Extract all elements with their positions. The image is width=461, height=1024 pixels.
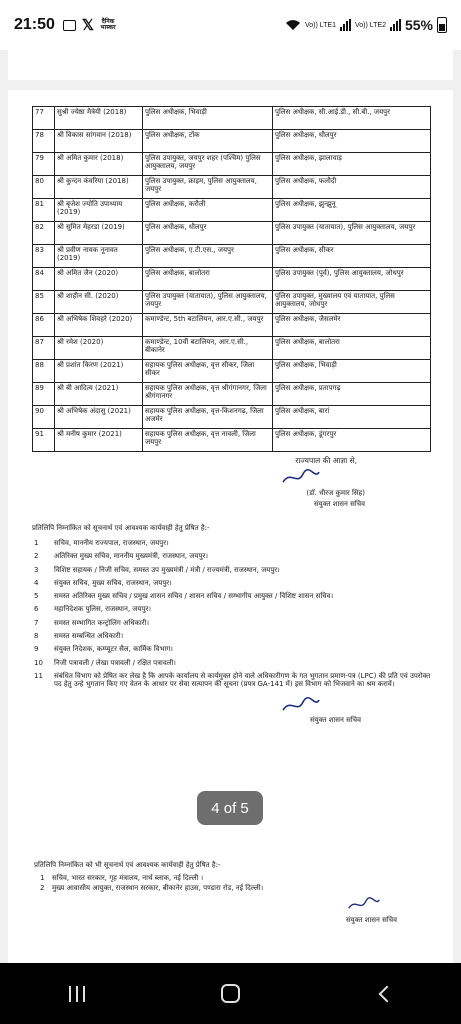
table-row [33, 222, 431, 245]
from-post-cell: सहायक पुलिस अधीक्षक, वृत्त श्रीगंगानगर, जिला श्रीगंगानगर [143, 383, 273, 406]
list-item-number: 11 [34, 671, 43, 680]
serial-cell: 87 [33, 337, 55, 360]
from-post-cell: पुलिस अधीक्षक, भिवाड़ी [143, 107, 273, 130]
to-post-cell: पुलिस अधीक्षक, सीकर [273, 245, 431, 268]
officer-name-cell: श्री बी आदित्य (2021) [55, 383, 143, 406]
page-indicator: 4 of 5 [197, 791, 263, 825]
list-item-number: 2 [34, 552, 39, 561]
gallery-icon [63, 20, 76, 31]
officer-name-cell: श्री अमित जैन (2020) [55, 268, 143, 291]
serial-cell: 86 [33, 314, 55, 337]
officer-name-cell: श्री सुमित मेहरडा (2019) [55, 222, 143, 245]
from-post-cell: पुलिस अधीक्षक, धौलपुर [143, 222, 273, 245]
from-post-cell: पुलिस अधीक्षक, ए.टी.एस., जयपुर [143, 245, 273, 268]
to-post-cell: पुलिस अधीक्षक, झुन्झुनू [273, 199, 431, 222]
to-post-cell: पुलिस अधीक्षक, बालोतरा [273, 337, 431, 360]
officer-name-cell: श्री रमेश (2020) [55, 337, 143, 360]
table-row [33, 383, 431, 406]
table-row [33, 153, 431, 176]
pdf-viewer[interactable] [0, 50, 461, 963]
list-item [32, 659, 431, 667]
table-row [33, 406, 431, 429]
previous-page[interactable] [8, 50, 453, 80]
list-item [34, 874, 431, 882]
list-item-number: 3 [34, 565, 39, 574]
officer-name-cell: श्री प्रशांत किरण (2021) [55, 360, 143, 383]
signal-2-icon [390, 19, 401, 31]
transfer-table [32, 106, 431, 452]
x-app-icon: 𝕏 [81, 17, 95, 34]
list-item-text: अतिरिक्त मुख्य सचिव, माननीय मुख्यमंत्री, राजस्थान, जयपुर। [54, 552, 209, 561]
list-item-text: संयुक्त सचिव, मुख्य सचिव, राजस्थान, जयपुर। [54, 578, 172, 587]
back-icon [379, 985, 396, 1002]
from-post-cell: कमाण्डेन्ट, 5th बटालियन, आर.ए.सी., जयपुर [143, 314, 273, 337]
list-item-text: विशिष्ट सहायक / निजी सचिव, समस्त उप मुख्यमंत्री / मंत्री / राज्यमंत्री, राजस्थान, जयपुर। [54, 565, 280, 574]
to-post-cell: पुलिस अधीक्षक, फलौदी [273, 176, 431, 199]
notification-icons [63, 16, 116, 34]
to-post-cell: पुलिस अधीक्षक, बारां [273, 406, 431, 429]
from-post-cell: कमाण्डेन्ट, 10वीं बटालियन, आर.ए.सी., बीकानेर [143, 337, 273, 360]
serial-cell: 88 [33, 360, 55, 383]
table-row [33, 130, 431, 153]
from-post-cell: पुलिस अधीक्षक, बालोतरा [143, 268, 273, 291]
table-row [33, 176, 431, 199]
signer-title-2: संयुक्त शासन सचिव [309, 715, 361, 724]
to-post-cell: पुलिस उपायुक्त (यातायात), पुलिस आयुक्तालय, जयपुर [273, 222, 431, 245]
table-row [33, 245, 431, 268]
serial-cell: 77 [33, 107, 55, 130]
next-page[interactable] [8, 847, 453, 963]
list-item-text: निजी पत्रावली / लेखा पत्रावली / रक्षित पत्रावली। [54, 658, 176, 667]
from-post-cell: सहायक पुलिस अधीक्षक, वृत्त नावली, जिला जयपुर [143, 429, 273, 452]
list-item [32, 539, 431, 547]
officer-name-cell: श्री कुन्दन कंवरिया (2018) [55, 176, 143, 199]
list-item-text: मुख्य आवासीय आयुक्त, राजस्थान सरकार, बीकानेर हाउस, पण्डारा रोड, नई दिल्ली। [52, 884, 264, 892]
battery-percent: 55% [404, 17, 433, 33]
list-item [32, 566, 431, 574]
to-post-cell: पुलिस उपायुक्त, मुख्यालय एवं यातायात, पुलिस आयुक्तालय, जोधपुर [273, 291, 431, 314]
serial-cell: 79 [33, 153, 55, 176]
table-row [33, 360, 431, 383]
list-item-number: 4 [34, 578, 39, 587]
to-post-cell: पुलिस अधीक्षक, प्रतापगढ़ [273, 383, 431, 406]
recent-apps-icon [69, 986, 85, 1002]
list-item-text: समस्त अतिरिक्त मुख्य सचिव / प्रमुख शासन सचिव / शासन सचिव / सम्भागीय आयुक्त / विशिष्ट शासन सचिव। [54, 592, 334, 601]
list-item [32, 579, 431, 587]
serial-cell: 91 [33, 429, 55, 452]
list-item-text: समस्त सम्भागित कन्ट्रोलिंग अधिकारी। [54, 618, 150, 627]
officer-name-cell: श्री बृजेश ज्योति उपाध्याय (2019) [55, 199, 143, 222]
list-item [32, 592, 431, 600]
from-post-cell: सहायक पुलिस अधीक्षक, वृत्त सीकर, जिला सीकर [143, 360, 273, 383]
list-item-text: संबंधित विभाग को प्रेषित कर लेख है कि आपके कार्यालय से कार्यमुक्त होने वाले अधिकारीगण के गत भुगतान प्रमाण-पत्र (LPC) की प्रति एवं उपरोक्त पद हेतु उन्हे भुगतान किए गए वेतन के आधार पर सेवा सत्यापन की सूचना (प्रपत्र GA-141 में) इस विभाग को भिजवाने का श्रम करावें। [54, 671, 431, 688]
officer-name-cell: सुश्री ज्येष्ठा मैत्रेयी (2018) [55, 107, 143, 130]
list-item-text: सचिव, माननीय राज्यपाल, राजस्थान, जयपुर। [54, 539, 169, 547]
sim2-label: Vo)) LTE2 [354, 21, 386, 29]
status-time: 21:50 [14, 16, 55, 33]
list-item-number: 1 [34, 539, 39, 547]
from-post-cell: सहायक पुलिस अधीक्षक, वृत्त-किशनगढ़, जिला अजमेर [143, 406, 273, 429]
table-row [33, 107, 431, 130]
signature-image [32, 468, 431, 488]
list-item [32, 672, 431, 688]
signer-name: (डॉ. धीरज कुमार सिंह) [306, 489, 365, 497]
list-item-number: 5 [34, 592, 39, 601]
from-post-cell: पुलिस उपायुक्त, क्राइम, पुलिस आयुक्तालय, जयपुर [143, 176, 273, 199]
distribution-list [32, 539, 431, 688]
signature-image-3 [34, 896, 431, 916]
serial-cell: 83 [33, 245, 55, 268]
table-row [33, 268, 431, 291]
status-bar [0, 0, 461, 50]
from-post-cell: पुलिस उपायुक्त (यातायात), पुलिस आयुक्तालय, जयपुर [143, 291, 273, 314]
officer-name-cell: श्री शाहीन सी. (2020) [55, 291, 143, 314]
serial-cell: 80 [33, 176, 55, 199]
to-post-cell: पुलिस अधीक्षक, झालावाड़ [273, 153, 431, 176]
from-post-cell: पुलिस अधीक्षक, करौली [143, 199, 273, 222]
navigation-bar [0, 963, 461, 1024]
list-item-text: महानिदेशक पुलिस, राजस्थान, जयपुर। [54, 605, 152, 614]
table-row [33, 429, 431, 452]
signature-image-2 [32, 696, 431, 716]
serial-cell: 84 [33, 268, 55, 291]
home-icon [221, 984, 240, 1003]
list-item [34, 884, 431, 892]
battery-icon [437, 17, 447, 33]
table-row [33, 291, 431, 314]
list-item-text: समस्त सम्बन्धित अधिकारी। [54, 632, 124, 641]
list-item-number: 1 [40, 874, 45, 882]
signal-1-icon [340, 19, 351, 31]
signer-title: संयुक्त शासन सचिव [313, 500, 365, 508]
from-post-cell: पुलिस अधीक्षक, टोंक [143, 130, 273, 153]
wifi-icon [285, 19, 301, 31]
officer-name-cell: श्री अमित कुमार (2018) [55, 153, 143, 176]
next-distribution-list [34, 874, 431, 892]
system-indicators [285, 17, 447, 33]
officer-name-cell: श्री अभिषेक शिवहरे (2020) [55, 314, 143, 337]
list-item [32, 552, 431, 560]
to-post-cell: पुलिस अधीक्षक, धौलपुर [273, 130, 431, 153]
next-copy-heading: प्रतिलिपि निम्नांकित को भी सूचनार्थ एवं आवश्यक कार्यवाही हेतु प्रेषित है:- [34, 861, 221, 869]
copy-heading: प्रतिलिपि निम्नांकित को सूचनार्थ एवं आवश्यक कार्यवाही हेतु प्रेषित है:- [32, 524, 210, 532]
serial-cell: 78 [33, 130, 55, 153]
back-button[interactable] [354, 974, 414, 1014]
officer-name-cell: श्री प्रवीण नायक नूनावत (2019) [55, 245, 143, 268]
officer-name-cell: श्री अभिषेक अंदासु (2021) [55, 406, 143, 429]
list-item [32, 632, 431, 640]
to-post-cell: पुलिस उपायुक्त (पूर्व), पुलिस आयुक्तालय, जोधपुर [273, 268, 431, 291]
list-item-number: 7 [34, 618, 39, 627]
current-page[interactable] [8, 90, 453, 862]
next-signer-title: संयुक्त शासन सचिव [345, 916, 397, 924]
list-item [32, 619, 431, 627]
to-post-cell: पुलिस अधीक्षक, भिवाड़ी [273, 360, 431, 383]
to-post-cell: पुलिस अधीक्षक, जैसलमेर [273, 314, 431, 337]
serial-cell: 81 [33, 199, 55, 222]
to-post-cell: पुलिस अधीक्षक, डूंगरपुर [273, 429, 431, 452]
serial-cell: 85 [33, 291, 55, 314]
news-app-icon: दैनिक भास्कर [100, 19, 116, 31]
serial-cell: 90 [33, 406, 55, 429]
table-row [33, 199, 431, 222]
list-item-number: 6 [34, 605, 39, 614]
home-button[interactable] [200, 974, 260, 1014]
officer-name-cell: श्री विकास सांगवान (2018) [55, 130, 143, 153]
list-item-number: 2 [40, 884, 45, 892]
table-row [33, 337, 431, 360]
list-item-number: 10 [34, 658, 43, 667]
list-item-number: 9 [34, 645, 39, 654]
sim1-label: Vo)) LTE1 [304, 21, 336, 29]
serial-cell: 89 [33, 383, 55, 406]
table-row [33, 314, 431, 337]
list-item [32, 645, 431, 653]
list-item [32, 605, 431, 613]
list-item-text: सचिव, भारत सरकार, गृह मंत्रालय, नार्थ ब्लाक, नई दिल्ली । [52, 874, 204, 882]
to-post-cell: पुलिस अधीक्षक, सी.आई.डी., सी.बी., जयपुर [273, 107, 431, 130]
order-text: राज्यपाल की आज्ञा से, [295, 456, 357, 465]
from-post-cell: पुलिस उपायुक्त, जयपुर शहर (पश्चिम) पुलिस आयुक्तालय, जयपुर [143, 153, 273, 176]
list-item-text: संयुक्त निदेशक, कम्प्यूटर सैल, कार्मिक विभाग। [54, 645, 173, 654]
list-item-number: 8 [34, 632, 39, 641]
recent-apps-button[interactable] [47, 974, 107, 1014]
officer-name-cell: श्री मनीष कुमार (2021) [55, 429, 143, 452]
serial-cell: 82 [33, 222, 55, 245]
